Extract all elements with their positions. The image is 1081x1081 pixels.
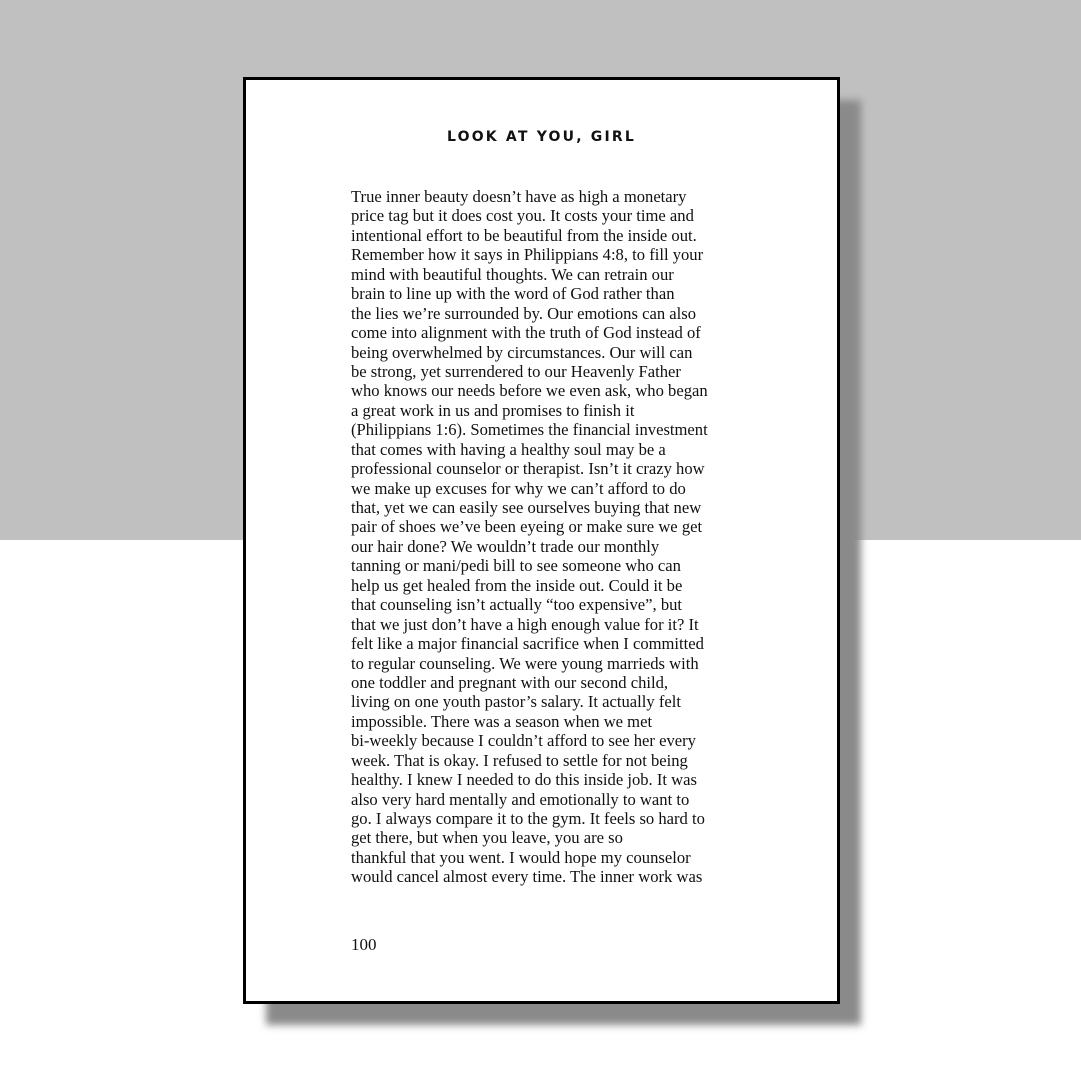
text-line: professional counselor or therapist. Isn’t it crazy how (351, 459, 705, 479)
text-line: that, yet we can easily see ourselves buying that new (351, 498, 702, 517)
text-line: being overwhelmed by circumstances. Our will can (351, 342, 693, 362)
text-line: one toddler and pregnant with our second child, (351, 672, 669, 692)
text-line: help us get healed from the inside out. Could it be (351, 575, 683, 595)
text-line: pair of shoes we’ve been eyeing or make sure we get (351, 517, 703, 537)
text-line: who knows our needs before we even ask, who began (351, 381, 708, 401)
text-line: the lies we’re surrounded by. Our emotions can also (351, 303, 696, 323)
text-line: that comes with having a healthy soul may be a (351, 439, 666, 459)
text-line: we make up excuses for why we can’t afford to do (351, 478, 686, 498)
text-line: go. I always compare it to the gym. It feels so hard to (351, 809, 705, 828)
text-line: healthy. I knew I needed to do this inside job. It was (351, 770, 697, 790)
text-line: intentional effort to be beautiful from the inside out. (351, 225, 697, 245)
text-line: Remember how it says in Philippians 4:8, to fill your (351, 245, 704, 265)
text-line: True inner beauty doesn’t have as high a monetary (351, 187, 687, 206)
text-line: that we just don’t have a high enough value for it? It (351, 614, 699, 634)
text-line: thankful that you went. I would hope my counselor (351, 847, 691, 867)
text-line: would cancel almost every time. The inner work was (351, 867, 703, 887)
page-number: 100 (351, 935, 377, 954)
text-line: that counseling isn’t actually “too expensive”, but (351, 595, 683, 615)
text-line: living on one youth pastor’s salary. It actually felt (351, 692, 681, 712)
text-line: (Philippians 1:6). Sometimes the financial investment (351, 420, 708, 440)
text-line: a great work in us and promises to finish it (351, 400, 635, 420)
text-line: get there, but when you leave, you are so (351, 828, 623, 848)
text-line: tanning or mani/pedi bill to see someone who can (351, 556, 681, 576)
text-line: come into alignment with the truth of God instead of (351, 323, 701, 343)
body-text (351, 187, 746, 887)
text-line: week. That is okay. I refused to settle for not being (351, 750, 688, 770)
text-line: felt like a major financial sacrifice when I committed (351, 634, 704, 654)
text-line: our hair done? We wouldn’t trade our monthly (351, 536, 660, 556)
text-line: brain to line up with the word of God rather than (351, 284, 675, 304)
book-page (243, 77, 840, 1004)
text-line: also very hard mentally and emotionally to want to (351, 789, 690, 809)
text-line: bi-weekly because I couldn’t afford to see her every (351, 731, 696, 751)
text-line: mind with beautiful thoughts. We can retrain our (351, 264, 674, 284)
text-line: price tag but it does cost you. It costs your time and (351, 206, 694, 226)
text-line: to regular counseling. We were young marrieds with (351, 653, 699, 673)
text-line: be strong, yet surrendered to our Heavenly Father (351, 361, 681, 381)
running-head: LOOK AT YOU, GIRL (446, 129, 637, 145)
text-line: impossible. There was a season when we met (351, 711, 653, 731)
